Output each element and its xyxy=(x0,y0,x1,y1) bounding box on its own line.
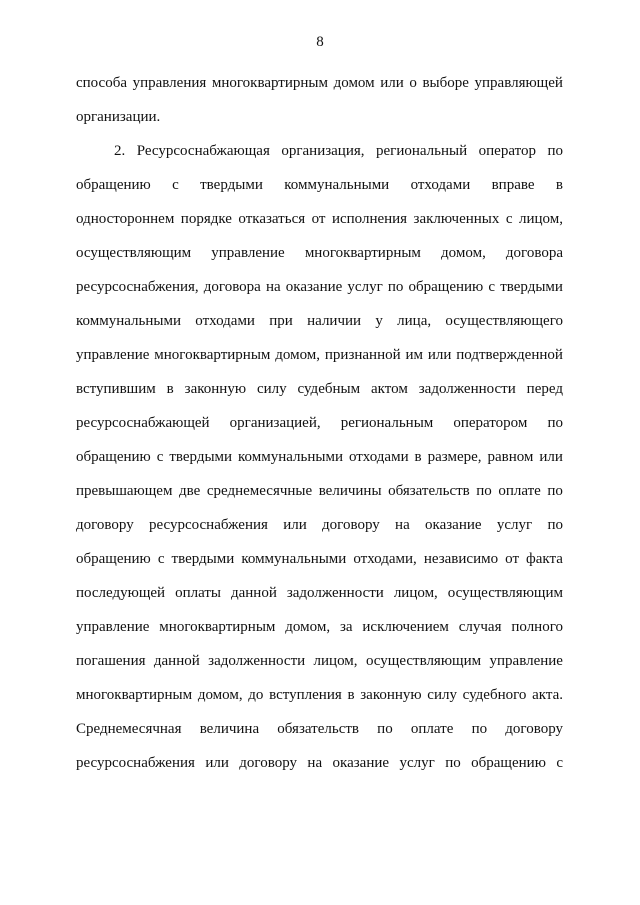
text-word: отказаться xyxy=(238,211,306,227)
text-word: договора xyxy=(203,279,261,295)
text-word: домом, xyxy=(275,347,321,363)
text-word: по xyxy=(547,415,563,431)
text-word: обращению xyxy=(76,551,151,567)
text-word: лицом, xyxy=(393,585,438,601)
text-word: данной xyxy=(230,585,277,601)
text-word: оплате xyxy=(410,721,454,737)
text-word: домом, xyxy=(197,687,243,703)
text-line xyxy=(76,474,563,508)
text-word: ресурсоснабжения xyxy=(149,517,268,533)
text-word: твердыми xyxy=(169,449,233,465)
text-line xyxy=(76,508,563,542)
text-word: отходами, xyxy=(353,551,417,567)
text-word: по xyxy=(377,721,393,737)
text-word: услуг xyxy=(399,755,435,771)
text-line xyxy=(76,134,563,168)
text-word: с xyxy=(156,449,164,465)
text-word: при xyxy=(269,313,293,329)
text-word: по xyxy=(547,517,563,533)
text-word: обращению xyxy=(76,449,151,465)
text-word: управления xyxy=(132,75,207,91)
text-word: от xyxy=(311,211,326,227)
text-word: лицом, xyxy=(518,211,563,227)
text-word: оплаты xyxy=(175,585,221,601)
text-word: порядке xyxy=(180,211,232,227)
text-word: отходами xyxy=(195,313,255,329)
text-word: с xyxy=(157,551,165,567)
text-word: данной xyxy=(153,653,200,669)
page-number: 8 xyxy=(316,34,324,50)
text-word: управление xyxy=(489,653,563,669)
text-word: договору xyxy=(76,517,134,533)
text-word: судебного xyxy=(462,687,527,703)
text-word: независимо xyxy=(423,551,499,567)
text-word: оказание xyxy=(285,279,343,295)
text-word: погашения xyxy=(76,653,146,669)
text-word: обращению xyxy=(76,177,151,193)
text-word: домом xyxy=(333,75,375,91)
text-word: у xyxy=(375,313,383,329)
text-word: отходами xyxy=(410,177,471,193)
text-line xyxy=(76,542,563,576)
text-word: региональным xyxy=(340,415,434,431)
text-word: отходами xyxy=(348,449,409,465)
text-word: или xyxy=(205,755,229,771)
text-word: последующей xyxy=(76,585,166,601)
text-word: Среднемесячная xyxy=(76,721,182,737)
text-word: задолженности xyxy=(208,653,306,669)
text-word: по xyxy=(471,721,488,737)
text-word: за xyxy=(339,619,353,635)
text-word: или xyxy=(539,449,563,465)
text-word: или xyxy=(283,517,307,533)
text-word: лицом, xyxy=(313,653,358,669)
text-word: многоквартирным xyxy=(154,347,271,363)
text-word: коммунальными xyxy=(76,313,181,329)
text-word: задолженности xyxy=(286,585,384,601)
text-word: с xyxy=(556,755,563,771)
text-word: многоквартирным xyxy=(211,75,328,91)
text-word: ресурсоснабжения xyxy=(76,755,195,771)
text-word: силу xyxy=(256,381,287,397)
text-word: договору xyxy=(505,721,563,737)
text-word: оператор xyxy=(478,143,536,159)
text-word: величины xyxy=(318,483,382,499)
text-word: в xyxy=(414,449,422,465)
text-word: услуг xyxy=(347,279,383,295)
text-line xyxy=(76,576,563,610)
text-word: до xyxy=(248,687,264,703)
text-word: твердыми xyxy=(171,551,235,567)
text-word: акта. xyxy=(532,687,563,703)
text-word: обязательств xyxy=(277,721,359,737)
text-word: в xyxy=(166,381,174,397)
text-word: подтвержденной xyxy=(456,347,563,363)
text-word: в xyxy=(555,177,563,193)
text-line xyxy=(76,610,563,644)
text-word: одностороннем xyxy=(76,211,175,227)
text-word: по xyxy=(445,755,461,771)
text-line xyxy=(76,338,563,372)
text-word: управление xyxy=(211,245,285,261)
text-word: полного xyxy=(511,619,563,635)
text-word: твердыми xyxy=(200,177,263,193)
text-word: региональный xyxy=(376,143,468,159)
text-word: организацией, xyxy=(229,415,321,431)
text-word: управление xyxy=(76,619,150,635)
text-line xyxy=(76,304,563,338)
text-word: вступления xyxy=(269,687,342,703)
text-line xyxy=(76,644,563,678)
text-word: на xyxy=(265,279,281,295)
text-word: домом, xyxy=(285,619,331,635)
text-word: от xyxy=(505,551,519,567)
text-word: обращению xyxy=(471,755,546,771)
text-word: на xyxy=(395,517,410,533)
text-word: по xyxy=(476,483,492,499)
body-text xyxy=(76,66,563,780)
text-word: твердыми xyxy=(500,279,563,295)
text-word: оператором xyxy=(453,415,528,431)
text-word: в xyxy=(347,687,355,703)
text-word: задолженности xyxy=(418,381,516,397)
text-word: исполнения xyxy=(331,211,408,227)
text-word: коммунальными xyxy=(238,449,343,465)
text-word: лица, xyxy=(397,313,432,329)
text-line xyxy=(76,202,563,236)
text-word: ресурсоснабжения, xyxy=(76,279,199,295)
text-word: осуществляющего xyxy=(445,313,563,329)
text-word: обращению xyxy=(408,279,484,295)
text-word: или xyxy=(427,347,452,363)
text-line xyxy=(76,270,563,304)
text-word: многоквартирным xyxy=(304,245,421,261)
text-word: осуществляющим xyxy=(76,245,192,261)
text-word: равном xyxy=(487,449,534,465)
text-word: или xyxy=(380,75,404,91)
text-word: способа xyxy=(76,75,128,91)
text-word: с xyxy=(172,177,179,193)
text-word: управление xyxy=(76,347,150,363)
text-word: случая xyxy=(458,619,502,635)
text-word: по xyxy=(547,483,563,499)
text-word: многоквартирным xyxy=(76,687,193,703)
text-word: выборе xyxy=(422,75,469,91)
text-word: силу xyxy=(427,687,457,703)
text-word: факта xyxy=(526,551,563,567)
text-word: законную xyxy=(360,687,422,703)
text-line xyxy=(76,440,563,474)
text-line xyxy=(76,746,563,780)
text-word: перед xyxy=(526,381,563,397)
text-word: с xyxy=(505,211,513,227)
text-line xyxy=(76,678,563,712)
text-word: две xyxy=(179,483,201,499)
text-word: судебным xyxy=(297,381,361,397)
text-word: организации. xyxy=(76,109,161,125)
text-word: признанной xyxy=(324,347,401,363)
text-word: осуществляющим xyxy=(365,653,482,669)
text-word: заключенных xyxy=(413,211,500,227)
text-line xyxy=(76,100,563,134)
text-word: им xyxy=(405,347,424,363)
text-line xyxy=(76,236,563,270)
text-word: многоквартирным xyxy=(159,619,276,635)
text-word: среднемесячные xyxy=(206,483,313,499)
text-line xyxy=(76,168,563,202)
text-word: домом, xyxy=(441,245,486,261)
text-word: с xyxy=(488,279,496,295)
text-word: осуществляющим xyxy=(447,585,563,601)
text-word: договору xyxy=(322,517,380,533)
text-word: договора xyxy=(505,245,563,261)
text-word: превышающем xyxy=(76,483,173,499)
text-word: величина xyxy=(199,721,260,737)
text-word: ресурсоснабжающей xyxy=(76,415,210,431)
text-line xyxy=(76,712,563,746)
text-word: управляющей xyxy=(474,75,563,91)
text-word: организация, xyxy=(281,143,365,159)
text-word: вступившим xyxy=(76,381,156,397)
text-word: законную xyxy=(184,381,247,397)
text-word: наличии xyxy=(307,313,362,329)
text-word: на xyxy=(307,755,323,771)
text-line xyxy=(76,406,563,440)
text-word: обязательств xyxy=(388,483,470,499)
text-word: договору xyxy=(239,755,297,771)
text-word: по xyxy=(387,279,404,295)
text-word: оказание xyxy=(332,755,390,771)
text-word: о xyxy=(409,75,417,91)
text-word: Ресурсоснабжающая xyxy=(136,143,270,159)
text-word: оплате xyxy=(498,483,541,499)
text-word: услуг xyxy=(496,517,533,533)
text-word: 2. xyxy=(114,143,126,159)
text-word: по xyxy=(547,143,563,159)
text-line xyxy=(76,66,563,100)
text-word: оказание xyxy=(425,517,482,533)
text-word: актом xyxy=(371,381,408,397)
text-line xyxy=(76,372,563,406)
text-word: размере, xyxy=(427,449,482,465)
text-word: коммунальными xyxy=(241,551,347,567)
text-word: коммунальными xyxy=(284,177,390,193)
text-word: вправе xyxy=(491,177,535,193)
text-word: исключением xyxy=(362,619,449,635)
